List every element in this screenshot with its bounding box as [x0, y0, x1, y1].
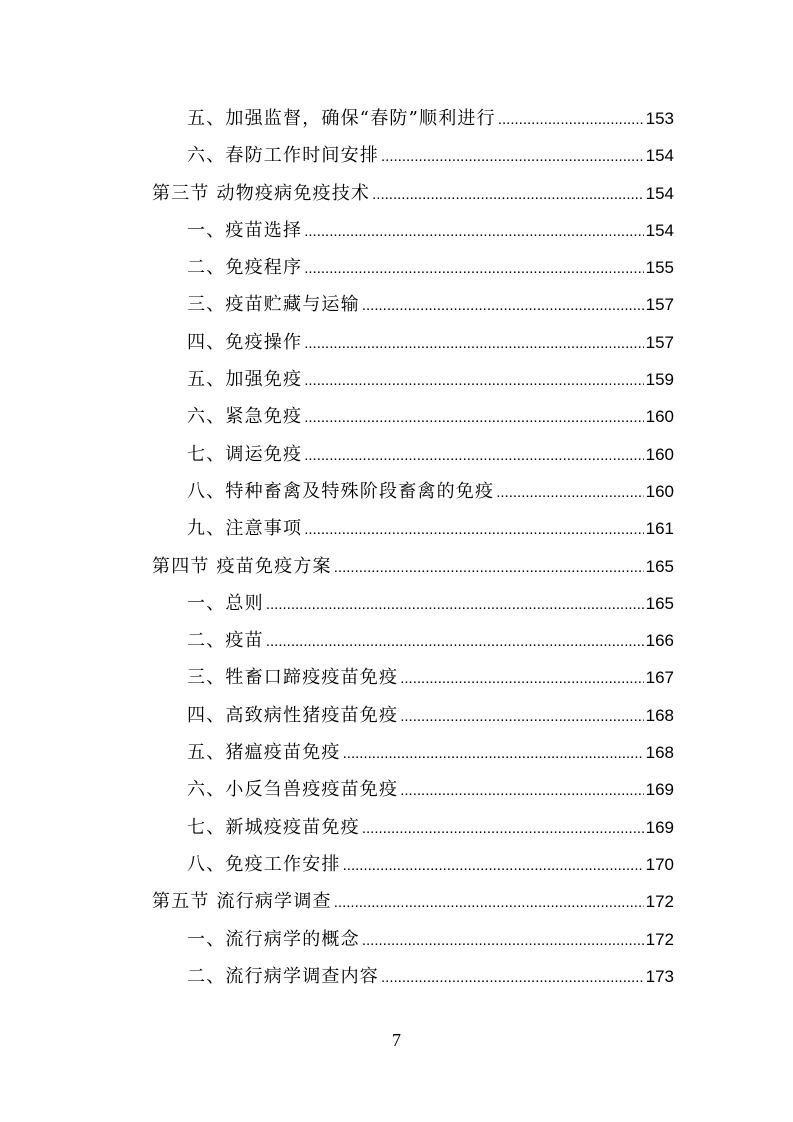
toc-subsection-entry[interactable]	[152, 473, 674, 510]
toc-dot-leader	[304, 437, 643, 474]
table-of-contents	[152, 100, 674, 995]
toc-entry-page: 157	[645, 295, 674, 315]
toc-entry-label: 第三节 动物疫病免疫技术	[152, 182, 371, 204]
toc-entry-label: 一、总则	[187, 592, 264, 614]
toc-dot-leader	[304, 213, 643, 250]
toc-entry-page: 161	[645, 519, 674, 539]
toc-entry-page: 159	[645, 370, 674, 390]
toc-subsection-entry[interactable]	[152, 659, 674, 696]
toc-entry-label: 一、流行病学的概念	[187, 928, 360, 950]
toc-entry-label: 三、疫苗贮藏与运输	[187, 294, 360, 316]
toc-entry-page: 168	[645, 743, 674, 763]
toc-entry-page: 160	[645, 481, 674, 501]
toc-entry-label: 四、高致病性猪疫苗免疫	[187, 704, 399, 726]
toc-entry-page: 157	[645, 332, 674, 352]
toc-subsection-entry[interactable]	[152, 846, 674, 883]
toc-dot-leader	[381, 959, 644, 996]
toc-entry-label: 二、流行病学调查内容	[187, 965, 379, 987]
toc-entry-page: 173	[645, 966, 674, 986]
toc-entry-label: 七、新城疫疫苗免疫	[187, 816, 360, 838]
toc-dot-leader	[304, 250, 643, 287]
toc-entry-label: 第四节 疫苗免疫方案	[152, 555, 332, 577]
toc-entry-page: 153	[645, 109, 674, 128]
toc-subsection-entry[interactable]	[152, 510, 674, 547]
toc-subsection-entry[interactable]	[152, 361, 674, 398]
toc-dot-leader	[496, 474, 643, 511]
toc-entry-label: 八、免疫工作安排	[187, 853, 341, 875]
toc-entry-page: 168	[645, 705, 674, 725]
toc-subsection-entry[interactable]	[152, 734, 674, 771]
toc-entry-label: 三、牲畜口蹄疫疫苗免疫	[187, 667, 399, 689]
toc-dot-leader	[304, 362, 643, 399]
toc-subsection-entry[interactable]	[152, 286, 674, 323]
toc-entry-label: 五、加强免疫	[187, 369, 303, 391]
toc-entry-label: 八、特种畜禽及特殊阶段畜禽的免疫	[187, 480, 495, 502]
toc-entry-label: 第五节 流行病学调查	[152, 891, 332, 913]
toc-dot-leader	[372, 176, 644, 213]
toc-entry-page: 167	[645, 668, 674, 688]
toc-entry-page: 172	[645, 892, 674, 912]
toc-entry-label: 一、疫苗选择	[187, 219, 303, 241]
toc-dot-leader	[304, 399, 643, 436]
toc-entry-label: 九、注意事项	[187, 518, 303, 540]
toc-dot-leader	[362, 810, 644, 847]
toc-entry-label: 五、加强监督，确保“春防”顺利进行	[187, 108, 496, 129]
toc-subsection-entry[interactable]	[152, 398, 674, 435]
toc-dot-leader	[334, 884, 644, 921]
toc-entry-page: 154	[645, 146, 674, 166]
toc-entry-label: 二、疫苗	[187, 630, 264, 652]
toc-entry-page: 169	[645, 780, 674, 800]
toc-entry-page: 170	[645, 854, 674, 874]
toc-subsection-entry[interactable]	[152, 809, 674, 846]
toc-dot-leader	[498, 101, 644, 138]
toc-entry-label: 五、猪瘟疫苗免疫	[187, 742, 341, 764]
toc-subsection-entry[interactable]	[152, 100, 674, 137]
toc-subsection-entry[interactable]	[152, 249, 674, 286]
toc-dot-leader	[304, 511, 643, 548]
toc-section-entry[interactable]	[152, 175, 674, 212]
toc-dot-leader	[343, 735, 644, 772]
page-number: 7	[392, 1030, 401, 1050]
toc-entry-label: 四、免疫操作	[187, 331, 303, 353]
toc-dot-leader	[334, 549, 644, 586]
toc-entry-label: 六、小反刍兽疫疫苗免疫	[187, 779, 399, 801]
toc-dot-leader	[362, 287, 644, 324]
toc-section-entry[interactable]	[152, 883, 674, 920]
toc-entry-page: 166	[645, 631, 674, 651]
toc-subsection-entry[interactable]	[152, 958, 674, 995]
toc-entry-page: 160	[645, 407, 674, 427]
toc-entry-label: 六、紧急免疫	[187, 406, 303, 428]
toc-entry-page: 172	[645, 929, 674, 949]
toc-dot-leader	[400, 772, 643, 809]
toc-entry-page: 169	[645, 817, 674, 837]
toc-dot-leader	[304, 325, 643, 362]
toc-entry-label: 二、免疫程序	[187, 257, 303, 279]
toc-dot-leader	[400, 660, 643, 697]
toc-subsection-entry[interactable]	[152, 137, 674, 174]
toc-dot-leader	[362, 922, 644, 959]
toc-entry-page: 165	[645, 593, 674, 613]
toc-subsection-entry[interactable]	[152, 771, 674, 808]
toc-section-entry[interactable]	[152, 548, 674, 585]
toc-subsection-entry[interactable]	[152, 324, 674, 361]
toc-dot-leader	[381, 138, 644, 175]
toc-entry-label: 七、调运免疫	[187, 443, 303, 465]
toc-entry-page: 154	[645, 220, 674, 240]
toc-entry-page: 165	[645, 556, 674, 576]
toc-subsection-entry[interactable]	[152, 436, 674, 473]
toc-subsection-entry[interactable]	[152, 212, 674, 249]
toc-subsection-entry[interactable]	[152, 921, 674, 958]
toc-entry-label: 六、春防工作时间安排	[187, 145, 379, 167]
toc-entry-page: 155	[645, 258, 674, 278]
toc-dot-leader	[266, 586, 644, 623]
toc-dot-leader	[400, 698, 643, 735]
toc-entry-page: 160	[645, 444, 674, 464]
toc-subsection-entry[interactable]	[152, 622, 674, 659]
toc-subsection-entry[interactable]	[152, 585, 674, 622]
toc-dot-leader	[266, 623, 644, 660]
toc-dot-leader	[343, 847, 644, 884]
toc-subsection-entry[interactable]	[152, 697, 674, 734]
toc-entry-page: 154	[645, 183, 674, 203]
